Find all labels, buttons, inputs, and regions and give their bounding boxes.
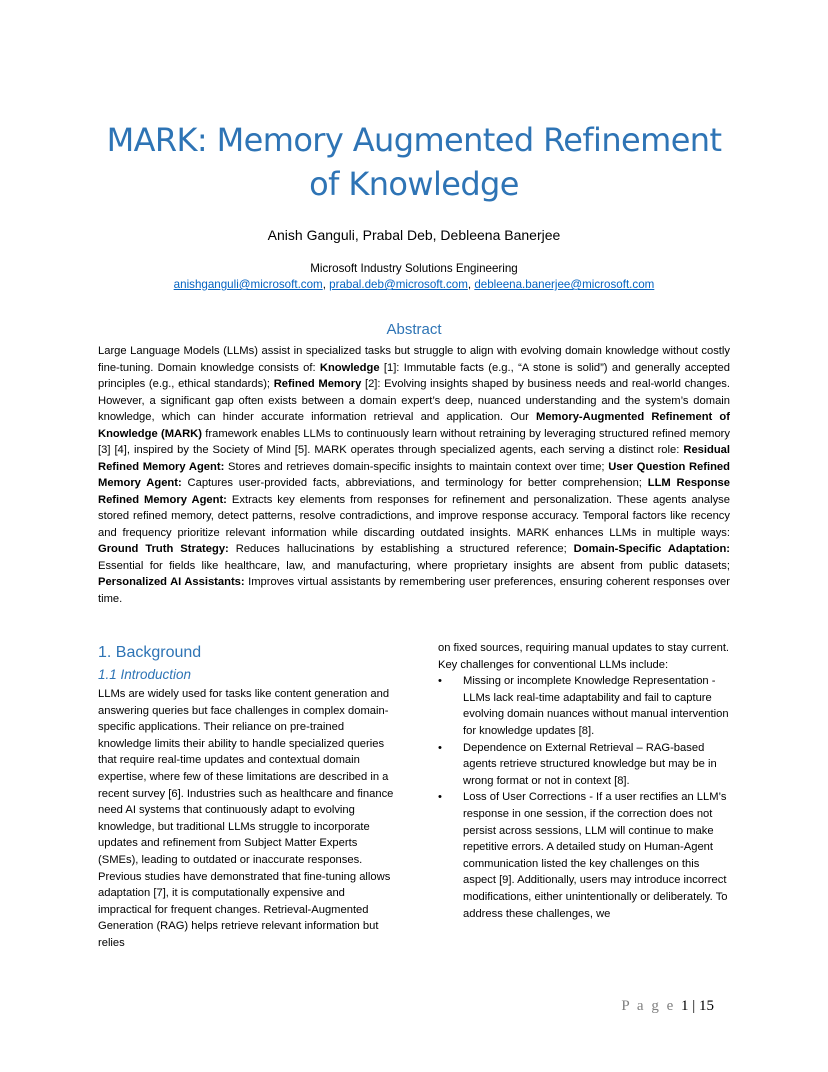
affiliation-block	[0, 261, 828, 293]
left-column	[98, 642, 398, 952]
bullet-icon: •	[438, 741, 442, 754]
abstract-bold-term: Ground Truth Strategy:	[98, 543, 229, 555]
bullet-icon: •	[438, 675, 442, 688]
page-footer	[621, 996, 714, 1016]
email-link-2[interactable]: prabal.deb@microsoft.com	[329, 278, 468, 291]
list-item-text: Dependence on External Retrieval – RAG-based agents retrieve structured knowledge but may be in wrong format or not in context [8].	[463, 741, 717, 787]
list-item	[438, 740, 734, 790]
abstract-segment: [1]: Immutable facts (e.g., “A stone is solid”) and generally accepted principles (e.g., ethical standards);	[98, 361, 730, 390]
list-item	[438, 673, 734, 739]
abstract-bold-term: Knowledge	[319, 361, 380, 374]
abstract-bold-term: Domain-Specific Adaptation:	[573, 543, 730, 555]
subsection-heading: 1.1 Introduction	[98, 667, 192, 682]
email-list	[0, 277, 828, 293]
email-link-1[interactable]: anishganguli@microsoft.com	[173, 278, 323, 291]
email-link-3[interactable]: debleena.banerjee@microsoft.com	[474, 278, 655, 291]
abstract-segment: Essential for fields like healthcare, law, and manufacturing, where proprietary insights are absent from public datasets;	[98, 559, 730, 572]
abstract-bold-term: Residual Refined Memory Agent:	[98, 444, 730, 473]
abstract-bold-term: User Question Refined Memory Agent:	[98, 460, 730, 489]
abstract-bold-term: LLM Response Refined Memory Agent:	[98, 477, 730, 506]
affiliation: Microsoft Industry Solutions Engineering	[310, 262, 518, 275]
abstract-bold-term: Personalized AI Assistants:	[98, 576, 245, 588]
abstract-segment: Stores and retrieves domain-specific insights to maintain context over time;	[224, 460, 609, 473]
abstract-heading: Abstract	[386, 321, 442, 338]
intro-continuation: on fixed sources, requiring manual updates to stay current. Key challenges for conventional LLMs include:	[438, 642, 730, 671]
page-label: P a g e	[621, 998, 676, 1014]
abstract-segment: Improves virtual assistants by remembering user preferences, ensuring coherent responses over time.	[98, 576, 730, 605]
email-separator: ,	[322, 278, 330, 291]
list-item-text: Loss of User Corrections - If a user rectifies an LLM’s response in one session, if the correction does not persist across sessions, LLM will continue to make repetitive errors. A detailed study on Human-Agent communication listed the key challenges on this aspect [9]. Additionally, users may introduce incorrect modifications, either unintentionally or deliberately. To address these challenges, we	[463, 791, 728, 920]
abstract-bold-term: Refined Memory	[273, 378, 362, 390]
abstract-segment: framework enables LLMs to continuously learn without retraining by leveraging structured refined memory [3] [4], inspired by the Society of Mind [5]. MARK operates through specialized agents, each serving a distinct role:	[98, 427, 730, 456]
list-item-text: Missing or incomplete Knowledge Representation - LLMs lack real-time adaptability and fail to capture evolving domain nuances without manual intervention for knowledge updates [8].	[463, 675, 729, 737]
right-column	[438, 640, 734, 922]
abstract-text	[98, 343, 730, 607]
page-number: 1 | 15	[680, 998, 714, 1014]
abstract-segment: Captures user-provided facts, abbreviations, and terminology for better comprehension;	[181, 477, 648, 489]
intro-paragraph: LLMs are widely used for tasks like content generation and answering queries but face challenges in complex domain-specific applications. Their reliance on pre-trained knowledge limits their ability to handle specialized queries that require real-time updates and contextual domain expertise, where few of these limitations are described in a recent survey [6]. Industries such as healthcare and finance need AI systems that continuously adapt to evolving knowledge, but traditional LLMs struggle to incorporate updates and refinement from Subject Matter Experts (SMEs), leading to outdated or inaccurate responses. Previous studies have demonstrated that fine-tuning allows adaptation [7], it is computationally expensive and impractical for frequent changes. Retrieval-Augmented Generation (RAG) helps retrieve relevant information but relies	[98, 688, 394, 949]
section-heading: 1. Background	[98, 644, 202, 661]
author-list: Anish Ganguli, Prabal Deb, Debleena Banerjee	[267, 227, 561, 243]
title-line-1: MARK: Memory Augmented Refinement	[106, 121, 722, 159]
title-line-2: of Knowledge	[309, 165, 519, 203]
abstract-segment: Extracts key elements from responses for refinement and personalization. These agents analyse stored refined memory, detect patterns, resolve contradictions, and improve response accuracy. Temporal factors like recency and frequency prioritize relevant information while discarding outdated insights. MARK enhances LLMs in multiple ways:	[98, 493, 730, 539]
challenge-list	[438, 673, 734, 922]
abstract-segment: Reduces hallucinations by establishing a structured reference;	[228, 543, 574, 555]
email-separator: ,	[467, 278, 475, 291]
abstract-segment: Large Language Models (LLMs) assist in specialized tasks but struggle to align with evolving domain knowledge without costly fine-tuning. Domain knowledge consists of:	[98, 345, 730, 374]
bullet-icon: •	[438, 791, 442, 804]
abstract-segment: [2]: Evolving insights shaped by business needs and real-world changes. However, a significant gap often exists between a domain expert’s deep, nuanced understanding and the system’s domain knowledge, which can hinder accurate information retrieval and application. Our	[98, 378, 730, 423]
abstract-bold-term: Memory-Augmented Refinement of Knowledge (MARK)	[98, 411, 730, 440]
paper-title	[80, 118, 748, 206]
list-item	[438, 789, 734, 922]
